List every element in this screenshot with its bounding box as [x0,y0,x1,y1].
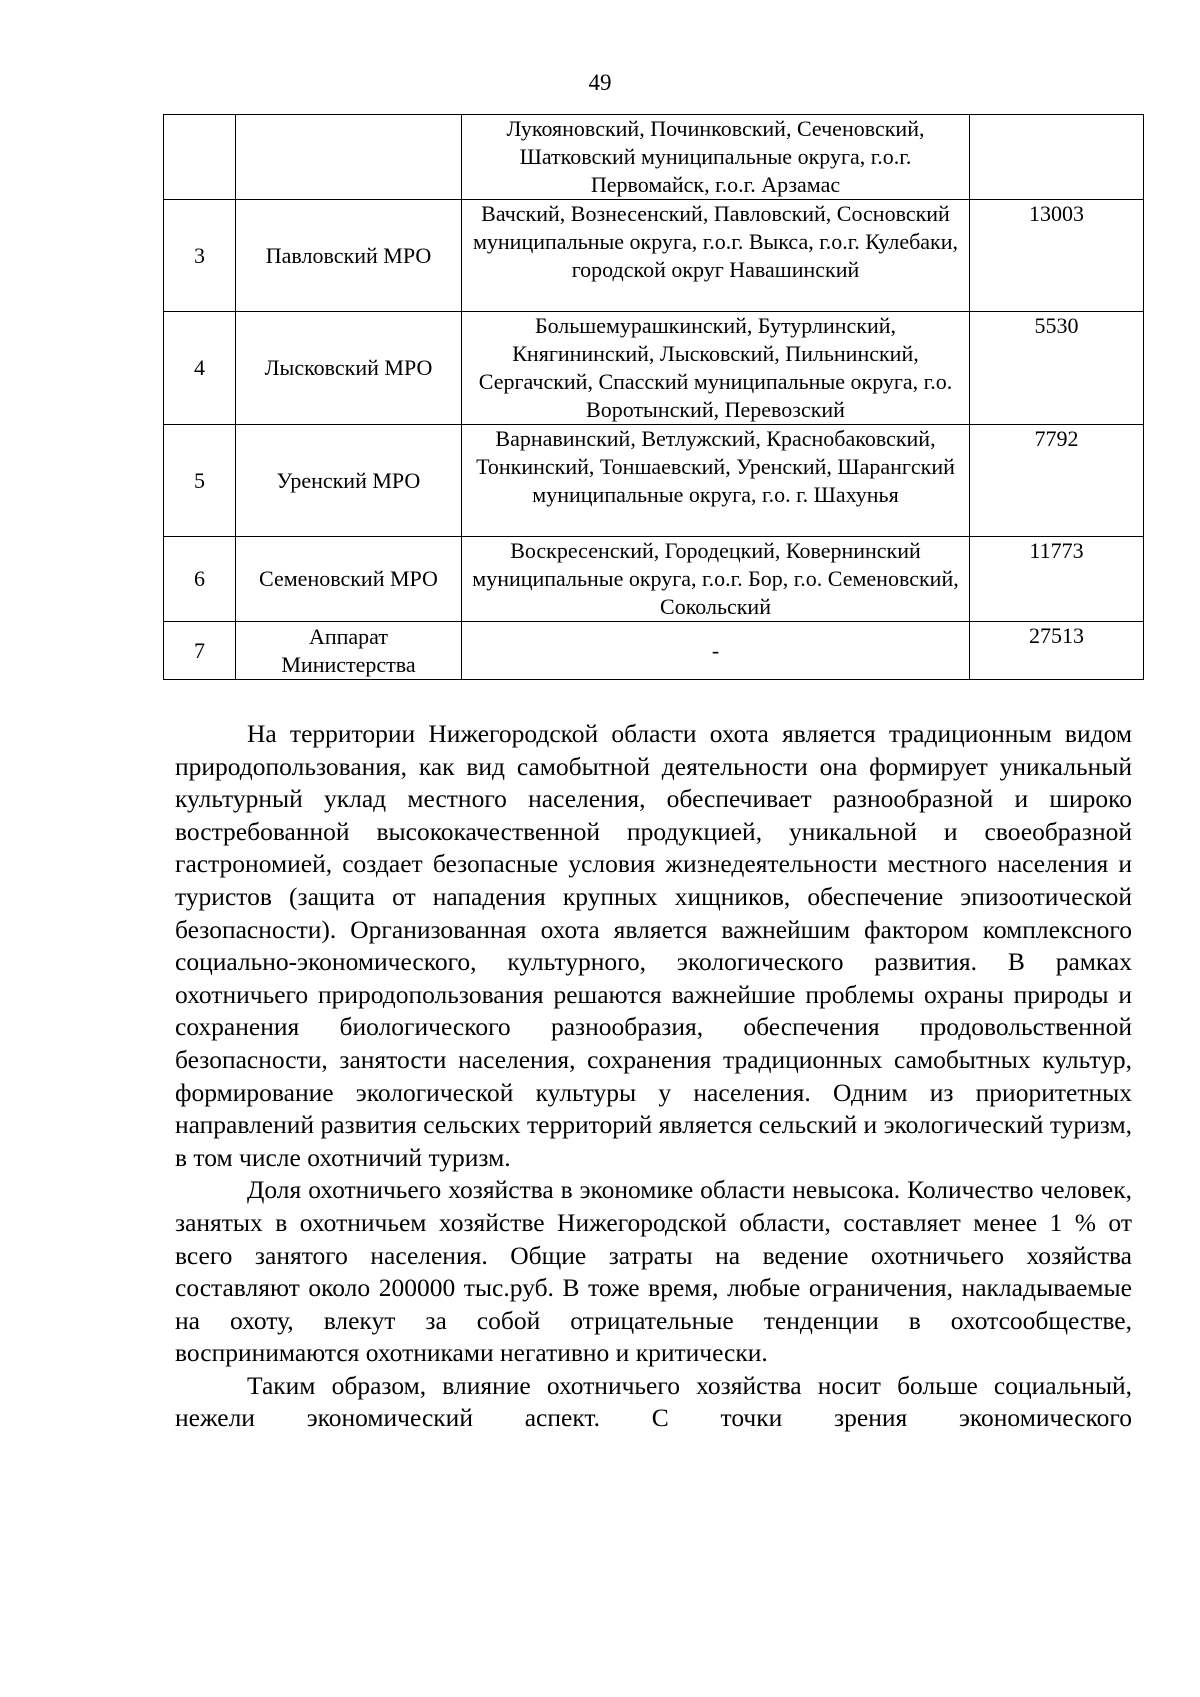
row-number [164,115,236,200]
office-name [236,115,462,200]
office-name: Павловский МРО [236,200,462,312]
table-row [164,312,1144,425]
districts-list: - [462,622,970,680]
row-number: 3 [164,200,236,312]
office-name: Лысковский МРО [236,312,462,425]
table-row [164,115,1144,200]
districts-list: Вачский, Вознесенский, Павловский, Сосновский муниципальные округа, г.о.г. Выкса, г.о.г. Кулебаки, городской округ Навашинский [462,200,970,312]
row-number: 7 [164,622,236,680]
area-value: 11773 [970,537,1144,622]
area-value: 5530 [970,312,1144,425]
table-row [164,537,1144,622]
area-value: 27513 [970,622,1144,680]
table-row [164,425,1144,537]
area-value: 13003 [970,200,1144,312]
districts-list: Большемурашкинский, Бутурлинский, Княгининский, Лысковский, Пильнинский, Сергачский, Спасский муниципальные округа, г.о. Воротынский, Перевозский [462,312,970,425]
office-name: Семеновский МРО [236,537,462,622]
body-text [175,718,1132,1435]
office-name: Аппарат Министерства [236,622,462,680]
districts-list: Лукояновский, Починковский, Сеченовский, Шатковский муниципальные округа, г.о.г. Первомайск, г.о.г. Арзамас [462,115,970,200]
table-row [164,200,1144,312]
area-value: 7792 [970,425,1144,537]
paragraph: Таким образом, влияние охотничьего хозяйства носит больше социальный, нежели экономический аспект. С точки зрения экономического [175,1370,1132,1433]
districts-list: Воскресенский, Городецкий, Ковернинский муниципальные округа, г.о.г. Бор, г.о. Семеновский, Сокольский [462,537,970,622]
office-name: Уренский МРО [236,425,462,537]
districts-list: Варнавинский, Ветлужский, Краснобаковский, Тонкинский, Тоншаевский, Уренский, Шарангский муниципальные округа, г.о. г. Шахунья [462,425,970,537]
row-number: 6 [164,537,236,622]
area-value [970,115,1144,200]
page-number: 49 [588,70,612,95]
row-number: 5 [164,425,236,537]
regions-table [163,114,1144,680]
paragraph: Доля охотничьего хозяйства в экономике области невысока. Количество человек, занятых в охотничьем хозяйстве Нижегородской области, составляет менее 1 % от всего занятого населения. Общие затраты на ведение охотничьего хозяйства составляют около 200000 тыс.руб. В тоже время, любые ограничения, накладываемые на охоту, влекут за собой отрицательные тенденции в охотсообществе, воспринимаются охотниками негативно и критически. [175,1175,1132,1368]
table-row [164,622,1144,680]
row-number: 4 [164,312,236,425]
paragraph: На территории Нижегородской области охота является традиционным видом природопользования, как вид самобытной деятельности она формирует уникальный культурный уклад местного населения, обеспечивает разнообразной и широко востребованной высококачественной продукцией, уникальной и своеобразной гастрономией, создает безопасные условия жизнедеятельности местного населения и туристов (защита от нападения крупных хищников, обеспечение эпизоотической безопасности). Организованная охота является важнейшим фактором комплексного социально-экономического, культурного, экологического развития. В рамках охотничьего природопользования решаются важнейшие проблемы охраны природы и сохранения биологического разнообразия, обеспечения продовольственной безопасности, занятости населения, сохранения традиционных самобытных культур, формирование экологической культуры у населения. Одним из приоритетных направлений развития сельских территорий является сельский и экологический туризм, в том числе охотничий туризм. [175,719,1132,1172]
